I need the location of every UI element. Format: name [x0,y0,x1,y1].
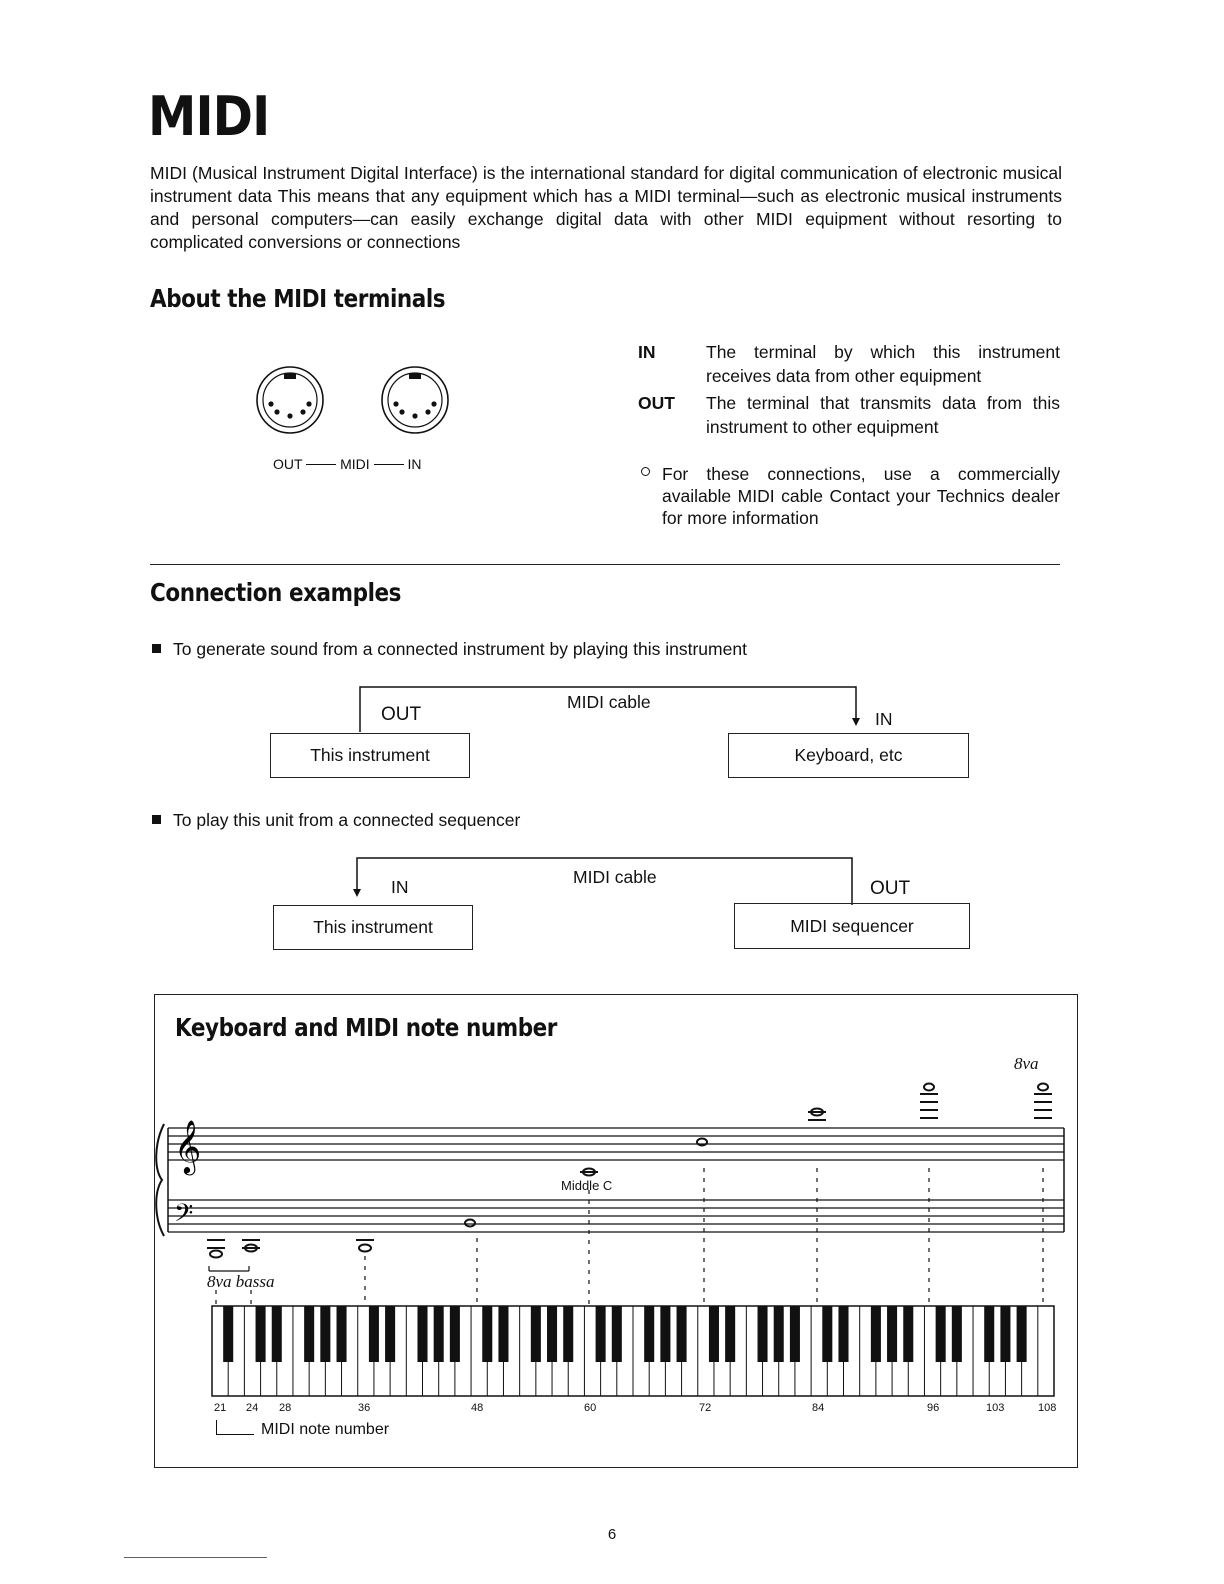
note-number: 72 [699,1402,712,1414]
out-term-description: The terminal that transmits data from this instrument to other equipment [706,393,1060,437]
black-key [677,1306,687,1362]
black-key [952,1306,962,1362]
black-key [1000,1306,1010,1362]
terminals-note: For these connections, use a commercially available MIDI cable Contact your Technics dealer for more information [662,464,1060,528]
black-key [531,1306,541,1362]
note-number: 108 [1038,1402,1057,1414]
square-bullet-icon [152,815,161,824]
page-title: MIDI [148,85,270,148]
example1-keyboard-box: Keyboard, etc [728,733,969,778]
black-key [304,1306,314,1362]
note-number: 60 [584,1402,597,1414]
square-bullet-icon [152,644,161,653]
section-divider [150,564,1060,565]
example1-out-label: OUT [381,704,422,725]
black-key [547,1306,557,1362]
octave-down-label: 8va bassa [207,1272,275,1291]
caption-out: OUT [273,456,303,472]
black-key [644,1306,654,1362]
note-number: 24 [246,1402,259,1414]
black-key [450,1306,460,1362]
black-key [596,1306,606,1362]
black-key [223,1306,233,1362]
out-term-label: OUT [638,393,675,413]
example2-this-instrument-box: This instrument [273,905,473,950]
black-key [385,1306,395,1362]
black-key [256,1306,266,1362]
note-number: 21 [214,1402,227,1414]
black-key [822,1306,832,1362]
example1-cable-label: MIDI cable [567,692,651,712]
black-key [272,1306,282,1362]
black-key [903,1306,913,1362]
black-key [838,1306,848,1362]
black-key [758,1306,768,1362]
black-key [790,1306,800,1362]
example2-sequencer-box: MIDI sequencer [734,903,970,949]
connections-heading: Connection examples [150,578,402,607]
black-key [774,1306,784,1362]
black-key [434,1306,444,1362]
note-number: 84 [812,1402,825,1414]
example2-cable-label: MIDI cable [573,867,657,887]
black-key [320,1306,330,1362]
midi-in-connector-icon [382,367,448,433]
in-term-label: IN [638,342,656,362]
footer-rule [124,1557,267,1558]
staff-and-keyboard-figure [154,994,1078,1468]
bass-staff [168,1200,1064,1232]
example2-in-label: IN [391,877,409,897]
black-key [417,1306,427,1362]
middle-c-label: Middle C [561,1178,613,1193]
black-key [725,1306,735,1362]
note-number: 48 [471,1402,484,1414]
midi-out-connector-icon [257,367,323,433]
note-number: 96 [927,1402,940,1414]
page-number: 6 [607,1526,617,1543]
black-key [369,1306,379,1362]
example2-out-label: OUT [870,878,911,899]
axis-bracket-tail [216,1434,254,1435]
example1-in-label: IN [875,709,893,729]
keyboard-heading: Keyboard and MIDI note number [175,1013,557,1042]
axis-bracket [216,1420,217,1434]
treble-clef-icon: 𝄞 [174,1120,202,1172]
midi-note-number-label: MIDI note number [261,1421,390,1438]
black-key [936,1306,946,1362]
treble-staff [168,1128,1064,1160]
black-key [482,1306,492,1362]
intro-paragraph: MIDI (Musical Instrument Digital Interface) is the international standard for digital communication of electronic musical instrument data This means that any equipment which has a MIDI terminal—such as electronic musical instruments and personal computers—can easily exchange digital data with other MIDI equipment without resorting to complicated conversions or connections [150,163,1062,252]
black-key [563,1306,573,1362]
black-key [887,1306,897,1362]
note-number: 36 [358,1402,371,1414]
black-key [612,1306,622,1362]
note-number: 103 [986,1402,1005,1414]
note-number: 28 [279,1402,292,1414]
in-term-description: The terminal by which this instrument receives data from other equipment [706,342,1060,386]
black-key [984,1306,994,1362]
caption-in: IN [407,456,422,472]
octave-up-label: 8va [1014,1054,1039,1073]
black-key [871,1306,881,1362]
black-key [660,1306,670,1362]
caption-midi: MIDI [340,456,370,472]
terminals-heading: About the MIDI terminals [150,284,446,313]
note-bullet-icon [641,467,650,476]
example1-text: To generate sound from a connected instrument by playing this instrument [152,639,747,660]
black-key [337,1306,347,1362]
note-guide-lines [216,1168,1043,1306]
example2-text: To play this unit from a connected sequencer [152,810,520,831]
black-key [1017,1306,1027,1362]
bass-clef-icon: 𝄢 [174,1200,194,1233]
connector-caption [273,456,421,472]
black-key [709,1306,719,1362]
example1-this-instrument-box: This instrument [270,733,470,778]
din-connectors-figure [250,360,460,440]
black-key [498,1306,508,1362]
